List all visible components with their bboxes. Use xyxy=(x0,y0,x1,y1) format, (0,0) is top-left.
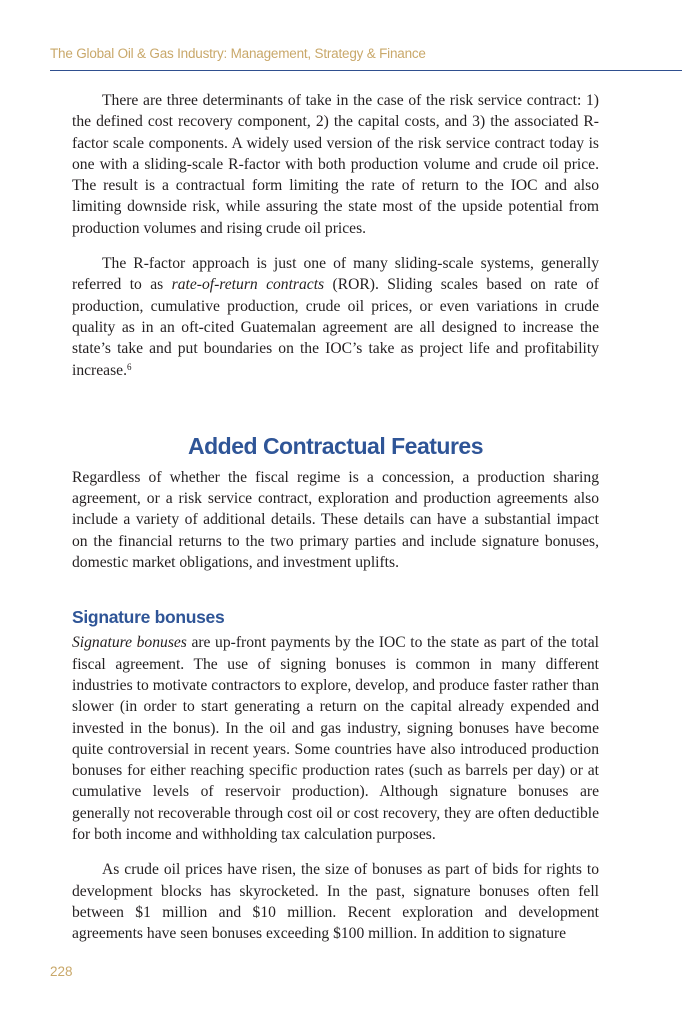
paragraph-text: are up-front payments by the IOC to the state as part of the total fiscal agreement. The use of signing bonuses is common in many different industries to motivate contractors to explore, develop, and produce faster rather than slower (in order to start generating a return on the capital already expended and invested in the bonus). In the oil and gas industry, signing bonuses have become quite controversial in recent years. Some countries have also introduced production bonuses for either reaching specific production rates (such as barrels per day) or at cumulative levels of reservoir production). Although signature bonuses are generally not recoverable through cost oil or cost recovery, they are often deductible for both income and withholding tax calculation purposes. xyxy=(72,634,599,844)
paragraph-text: The R-factor approach is just one of many sliding-scale systems, generally referred to as xyxy=(72,255,599,294)
italic-term: Signature bonuses xyxy=(72,634,187,652)
italic-term: rate-of-return contracts xyxy=(171,276,325,294)
running-head: The Global Oil & Gas Industry: Management, Strategy & Finance xyxy=(50,46,426,61)
header-rule xyxy=(50,70,682,71)
section-title: Added Contractual Features xyxy=(188,432,483,459)
body-paragraph-2 xyxy=(72,253,599,381)
body-paragraph-5: As crude oil prices have risen, the size of bonuses as part of bids for rights to development blocks has skyrocketed. In the past, signature bonuses often fell between $1 million and $10 million. Recent exploration and development agreements have seen bonuses exceeding $100 million. In addition to signature xyxy=(72,861,599,943)
page-number: 228 xyxy=(50,964,73,979)
body-paragraph-3: Regardless of whether the fiscal regime is a concession, a production sharing agreement, or a risk service contract, exploration and production agreements also include a variety of additional details. These details can have a substantial impact on the financial returns to the two primary parties and include signature bonuses, domestic market obligations, and investment uplifts. xyxy=(72,468,599,572)
page-body xyxy=(72,90,599,945)
body-paragraph-4 xyxy=(72,632,599,845)
footnote-marker: 6 xyxy=(126,361,132,372)
body-paragraph-1: There are three determinants of take in the case of the risk service contract: 1) the defined cost recovery component, 2) the capital costs, and 3) the associated R-factor scale components. A widely used version of the risk service contract today is one with a sliding-scale R-factor with both production volume and crude oil price. The result is a contractual form limiting the rate of return to the IOC and also limiting downside risk, while assuring the state most of the upside potential from production volumes and rising crude oil prices. xyxy=(72,92,599,237)
paragraph-text: (ROR). Sliding scales based on rate of production, cumulative production, crude oil prices, or even variations in crude quality as in an oft-cited Guatemalan agreement are all designed to increase the state’s take and put boundaries on the IOC’s take as project life and profitability increase. xyxy=(72,276,599,379)
subsection-title: Signature bonuses xyxy=(72,607,225,628)
